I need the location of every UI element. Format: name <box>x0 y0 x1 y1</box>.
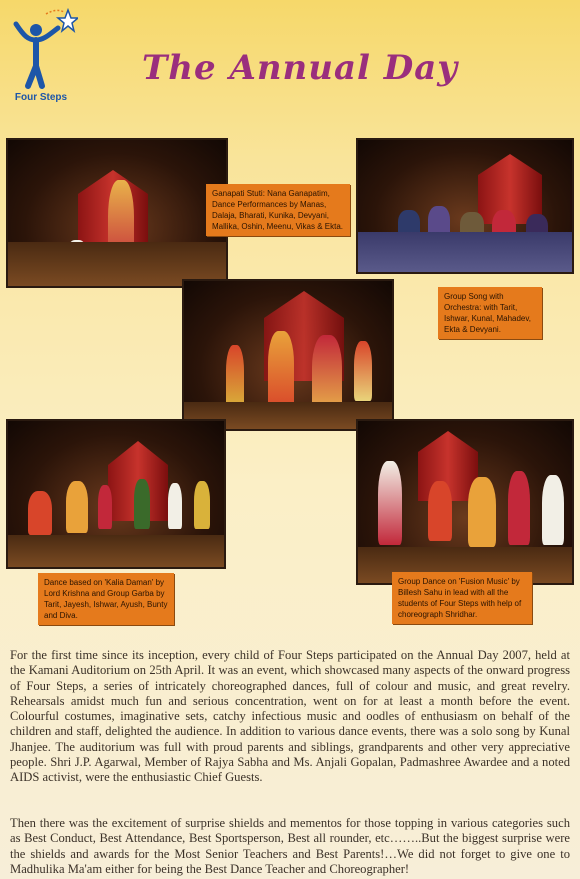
photo-group-song <box>356 138 574 274</box>
caption-group-song: Group Song with Orchestra: with Tarit, Ishwar, Kunal, Mahadev, Ekta & Devyani. <box>438 287 542 339</box>
photo-kalia-daman <box>6 419 226 569</box>
logo-text: Four Steps <box>14 92 68 103</box>
article-paragraph-1: For the first time since its inception, every child of Four Steps participated on the Annual Day 2007, held at the Kamani Auditorium on 25th April. It was an event, which showcased many aspects of the onward progress of Four Steps, a series of intricately choreographed dances, full of colour and music, and great revelry. Rehearsals amidst much fun and serious concentration, went on for at least a month before the event. Colourful costumes, imaginative sets, catchy infectious music and oodles of enthusiasm on behalf of the children and staff, delighted the audience. In addition to various dance events, there was a solo song by Kunal Jhanjee. The auditorium was full with proud parents and siblings, grandparents and other very appreciative people. Shri J.P. Agarwal, Member of Rajya Sabha and Ms. Anjali Gopalan, Padmashree Awardee and a noted AIDS activist, were the enthusiastic Chief Guests. <box>10 648 570 785</box>
caption-ganapati-stuti: Ganapati Stuti: Nana Ganapatim, Dance Performances by Manas, Dalaja, Bharati, Kunika, Devyani, Mallika, Oshin, Meenu, Vikas & Ekta. <box>206 184 350 236</box>
caption-fusion-dance: Group Dance on 'Fusion Music' by Billesh Sahu in lead with all the students of Four Steps with help of choreograph Shridhar. <box>392 572 532 624</box>
caption-kalia-daman: Dance based on 'Kalia Daman' by Lord Krishna and Group Garba by Tarit, Jayesh, Ishwar, Ayush, Bunty and Diva. <box>38 573 174 625</box>
photo-ganapati-stuti <box>6 138 228 288</box>
photo-center-dance <box>182 279 394 431</box>
article-paragraph-2: Then there was the excitement of surprise shields and mementos for those topping in various categories such as Best Conduct, Best Attendance, Best Sportsperson, Best all rounder, etc……..But the biggest surprise were the shields and awards for the Most Senior Teachers and Best Parents!…We did not forget to give one to Madhulika Ma'am either for being the Best Dance Teacher and Choreographer! <box>10 816 570 876</box>
star-figure-icon <box>6 6 78 92</box>
page-title: The Annual Day <box>141 48 459 88</box>
four-steps-logo <box>6 6 78 102</box>
photo-fusion-dance <box>356 419 574 585</box>
